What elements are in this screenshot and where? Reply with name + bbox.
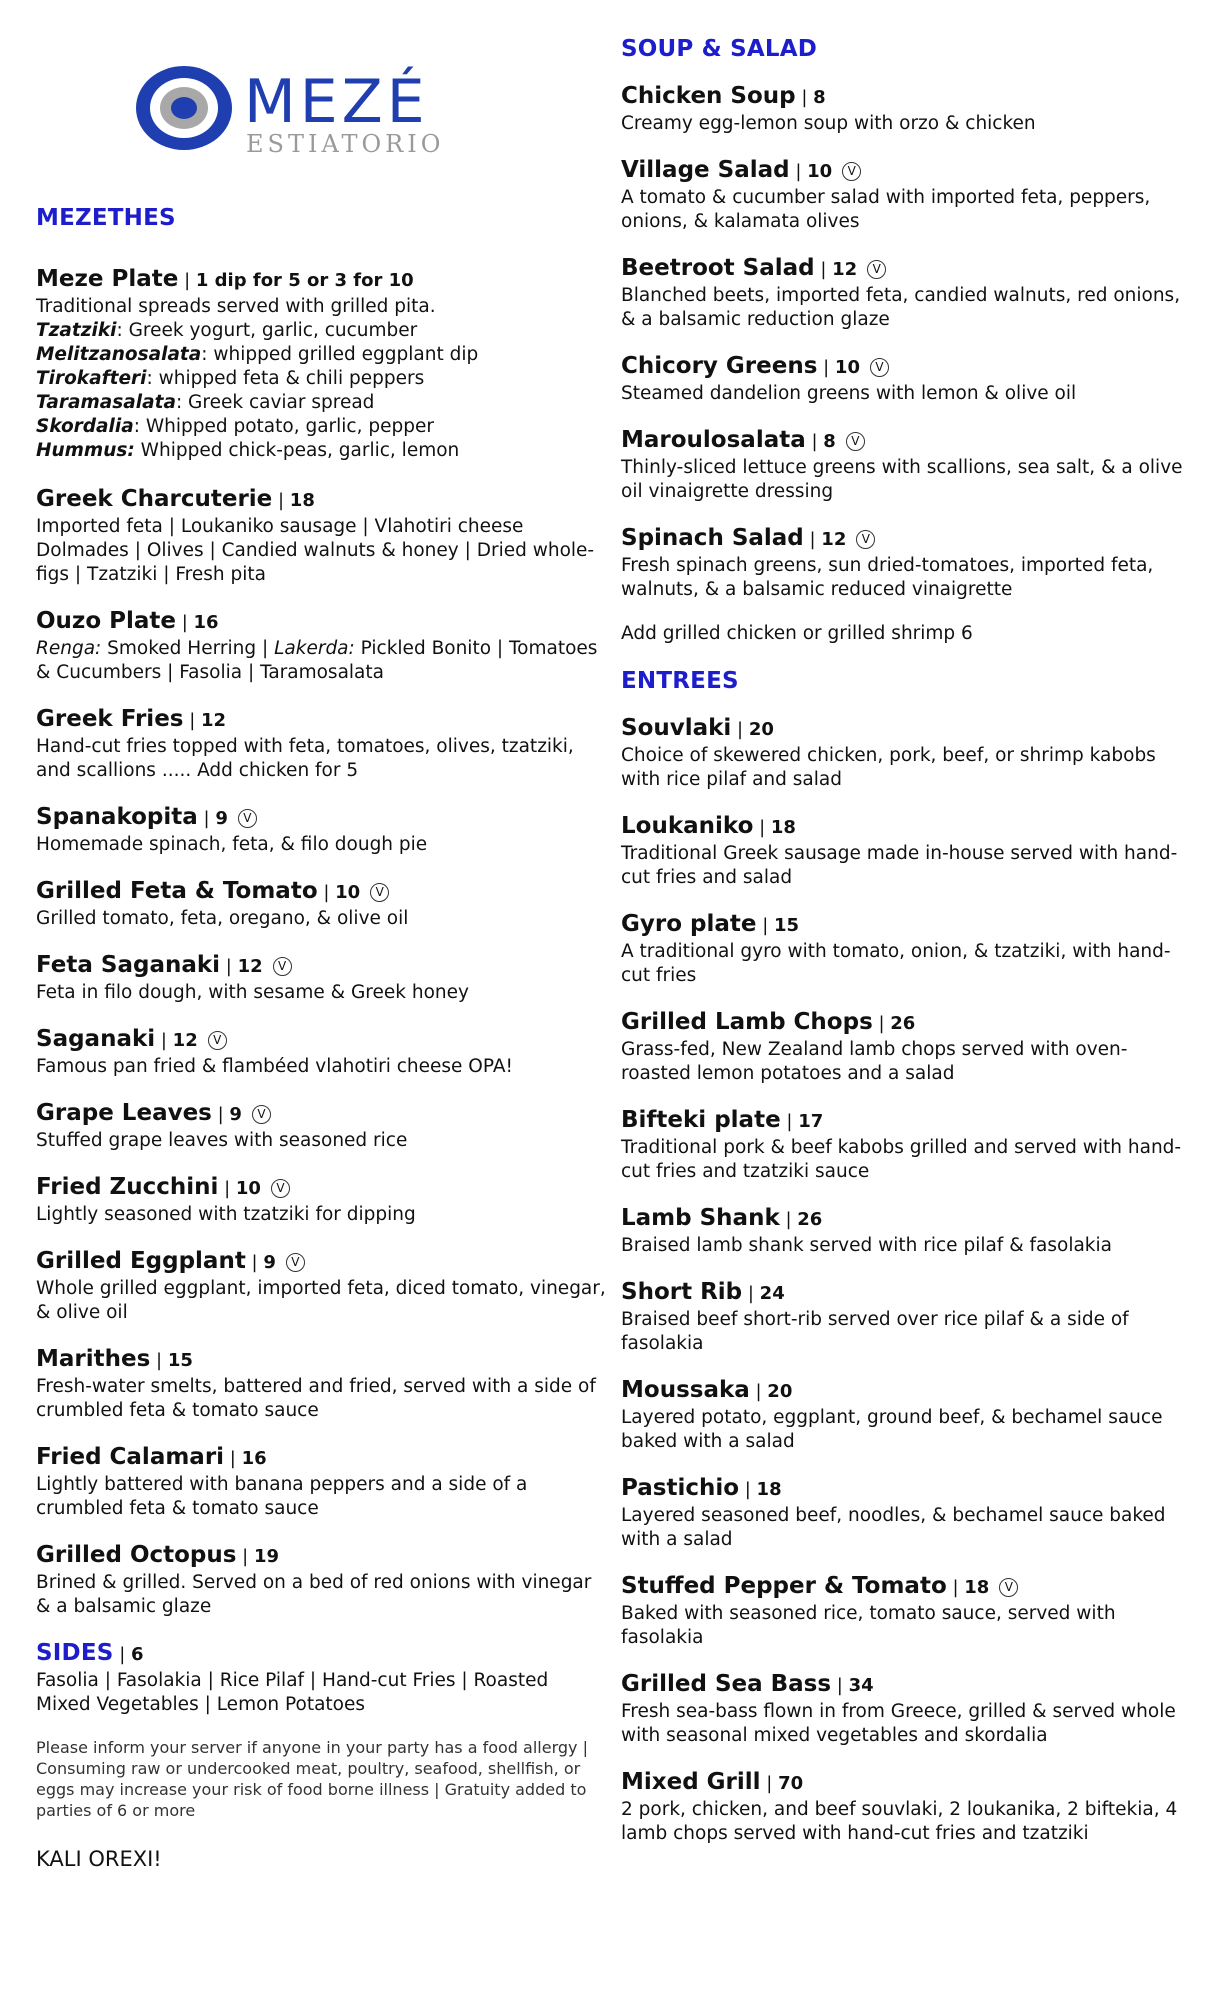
item-price: 9 — [229, 1104, 242, 1125]
item-name: Lamb Shank — [621, 1205, 780, 1231]
sides-section: SIDES | 6 Fasolia | Fasolakia | Rice Pilaf | Hand-cut Fries | Roasted Mixed Vegetables | Lemon Potatoes — [36, 1639, 606, 1717]
menu-item-grilled-octopus: Grilled Octopus | 19 Brined & grilled. Served on a bed of red onions with vinegar & a balsamic glaze — [36, 1541, 606, 1619]
menu-item-lamb-shank: Lamb Shank | 26 Braised lamb shank served with rice pilaf & fasolakia — [621, 1204, 1191, 1258]
logo — [132, 58, 472, 158]
dip-line: Hummus: Whipped chick-peas, garlic, lemon — [36, 440, 460, 461]
menu-item-souvlaki: Souvlaki | 20 Choice of skewered chicken, pork, beef, or shrimp kabobs with rice pilaf and salad — [621, 714, 1191, 792]
section-title-mezethes: MEZETHES — [36, 205, 176, 231]
vegetarian-icon: V — [286, 1253, 305, 1272]
item-name: Saganaki — [36, 1026, 156, 1052]
right-column — [621, 36, 1191, 1846]
vegetarian-icon: V — [870, 358, 889, 377]
item-price: 12 — [821, 529, 847, 550]
item-name: Grape Leaves — [36, 1100, 212, 1126]
item-price: 34 — [848, 1675, 874, 1696]
vegetarian-icon: V — [867, 260, 886, 279]
item-name: Beetroot Salad — [621, 255, 815, 281]
item-name: Fried Calamari — [36, 1444, 225, 1470]
item-desc: Creamy egg-lemon soup with orzo & chicken — [621, 113, 1036, 134]
item-price: 20 — [748, 719, 774, 740]
menu-item-pastichio: Pastichio | 18 Layered seasoned beef, noodles, & bechamel sauce baked with a salad — [621, 1474, 1191, 1552]
vegetarian-icon: V — [273, 957, 292, 976]
menu-item-ouzo-plate: Ouzo Plate | 16 Renga: Smoked Herring | Lakerda: Pickled Bonito | Tomatoes & Cucumbers | Fasolia | Taramosalata — [36, 607, 606, 685]
menu-item-grilled-sea-bass: Grilled Sea Bass | 34 Fresh sea-bass flown in from Greece, grilled & served whole with seasonal mixed vegetables and skordalia — [621, 1670, 1191, 1748]
item-name: Grilled Eggplant — [36, 1248, 246, 1274]
item-price: 70 — [778, 1773, 804, 1794]
dip-name: Tirokafteri — [36, 368, 147, 389]
item-name: Feta Saganaki — [36, 952, 221, 978]
item-price: 10 — [335, 882, 361, 903]
item-name: Chicken Soup — [621, 83, 796, 109]
item-desc: Traditional Greek sausage made in-house served with hand-cut fries and salad — [621, 843, 1178, 888]
item-desc: Layered potato, eggplant, ground beef, & bechamel sauce baked with a salad — [621, 1407, 1163, 1452]
item-name: Greek Fries — [36, 706, 184, 732]
item-desc: Hand-cut fries topped with feta, tomatoes, olives, tzatziki, and scallions ..... Add chicken for 5 — [36, 736, 574, 781]
item-name: Marithes — [36, 1346, 151, 1372]
left-column — [36, 205, 606, 1871]
item-price: 8 — [813, 87, 826, 108]
section-title-soup-salad: SOUP & SALAD — [621, 36, 818, 62]
item-name: Grilled Octopus — [36, 1542, 237, 1568]
item-price: 16 — [241, 1448, 267, 1469]
menu-item-moussaka: Moussaka | 20 Layered potato, eggplant, ground beef, & bechamel sauce baked with a salad — [621, 1376, 1191, 1454]
logo-title: MEZÉ — [244, 67, 429, 137]
item-price: 8 — [823, 431, 836, 452]
menu-item-loukaniko: Loukaniko | 18 Traditional Greek sausage made in-house served with hand-cut fries and salad — [621, 812, 1191, 890]
item-name: Moussaka — [621, 1377, 750, 1403]
dip-name: Hummus: — [36, 440, 135, 461]
item-name: Stuffed Pepper & Tomato — [621, 1573, 947, 1599]
item-name: Gyro plate — [621, 911, 757, 937]
item-desc: Lightly battered with banana peppers and a side of a crumbled feta & tomato sauce — [36, 1474, 528, 1519]
dip-line: Skordalia: Whipped potato, garlic, pepper — [36, 416, 434, 437]
dip-line: Tirokafteri: whipped feta & chili peppers — [36, 368, 425, 389]
item-desc: A tomato & cucumber salad with imported feta, peppers, onions, & kalamata olives — [621, 187, 1151, 232]
menu-item-spinach-salad: Spinach Salad | 12 V Fresh spinach greens, sun dried-tomatoes, imported feta, walnuts, & a balsamic reduced vinaigrette — [621, 524, 1191, 602]
item-name: Grilled Lamb Chops — [621, 1009, 873, 1035]
item-name: Spanakopita — [36, 804, 198, 830]
sides-price: 6 — [131, 1644, 144, 1665]
menu-item-fried-zucchini: Fried Zucchini | 10 V Lightly seasoned with tzatziki for dipping — [36, 1173, 606, 1227]
item-price: 18 — [770, 817, 796, 838]
item-desc: Thinly-sliced lettuce greens with scallions, sea salt, & a olive oil vinaigrette dressing — [621, 457, 1183, 502]
vegetarian-icon: V — [999, 1578, 1018, 1597]
item-price: 12 — [201, 710, 227, 731]
item-name: Grilled Sea Bass — [621, 1671, 832, 1697]
dip-name: Taramasalata — [36, 392, 176, 413]
item-desc: Famous pan fried & flambéed vlahotiri cheese OPA! — [36, 1056, 513, 1077]
item-name: Village Salad — [621, 157, 790, 183]
menu-item-short-rib: Short Rib | 24 Braised beef short-rib served over rice pilaf & a side of fasolakia — [621, 1278, 1191, 1356]
menu-item-grape-leaves: Grape Leaves | 9 V Stuffed grape leaves with seasoned rice — [36, 1099, 606, 1153]
menu-item-greek-fries: Greek Fries | 12 Hand-cut fries topped with feta, tomatoes, olives, tzatziki, and scallions ..... Add chicken for 5 — [36, 705, 606, 783]
vegetarian-icon: V — [208, 1031, 227, 1050]
item-desc: Baked with seasoned rice, tomato sauce, served with fasolakia — [621, 1603, 1116, 1648]
item-name: Grilled Feta & Tomato — [36, 878, 318, 904]
item-price: 20 — [767, 1381, 793, 1402]
menu-item-grilled-eggplant: Grilled Eggplant | 9 V Whole grilled eggplant, imported feta, diced tomato, vinegar, & olive oil — [36, 1248, 606, 1323]
menu-item-meze-plate: Meze Plate | 1 dip for 5 or 3 for 10 Traditional spreads served with grilled pita. Tzatziki: Greek yogurt, garlic, cucumber Melitzanosalata: whipped grilled eggplant dip Tirokafteri: whipped feta & chili peppers Taramasalata: Greek caviar spread Skordalia: Whipped potato, garlic, pepper Hummus: Whipped chick-peas, garlic, lemon — [36, 265, 606, 463]
item-desc: Brined & grilled. Served on a bed of red onions with vinegar & a balsamic glaze — [36, 1572, 592, 1617]
item-price: 10 — [235, 1178, 261, 1199]
item-name: Greek Charcuterie — [36, 486, 273, 512]
menu-item-bifteki-plate: Bifteki plate | 17 Traditional pork & beef kabobs grilled and served with hand-cut fries and tzatziki sauce — [621, 1106, 1191, 1184]
item-name: Souvlaki — [621, 715, 732, 741]
item-desc: Homemade spinach, feta, & filo dough pie — [36, 834, 428, 855]
item-price: 24 — [759, 1283, 785, 1304]
item-name: Pastichio — [621, 1475, 740, 1501]
item-price: 12 — [237, 956, 263, 977]
item-desc: Layered seasoned beef, noodles, & bechamel sauce baked with a salad — [621, 1505, 1166, 1550]
item-price: 15 — [774, 915, 800, 936]
item-name: Chicory Greens — [621, 353, 818, 379]
menu-item-chicken-soup: Chicken Soup | 8 Creamy egg-lemon soup with orzo & chicken — [621, 82, 1191, 136]
item-desc: Steamed dandelion greens with lemon & olive oil — [621, 383, 1077, 404]
item-desc: 2 pork, chicken, and beef souvlaki, 2 loukanika, 2 biftekia, 4 lamb chops served with hand-cut fries and tzatziki — [621, 1799, 1178, 1844]
vegetarian-icon: V — [370, 883, 389, 902]
item-desc: Choice of skewered chicken, pork, beef, or shrimp kabobs with rice pilaf and salad — [621, 745, 1156, 790]
item-desc: Stuffed grape leaves with seasoned rice — [36, 1130, 408, 1151]
menu-item-gyro-plate: Gyro plate | 15 A traditional gyro with tomato, onion, & tzatziki, with hand-cut fries — [621, 910, 1191, 988]
evil-eye-logo-icon — [132, 58, 472, 158]
item-price: 10 — [807, 161, 833, 182]
menu-item-stuffed-pepper-tomato: Stuffed Pepper & Tomato | 18 V Baked with seasoned rice, tomato sauce, served with fasolakia — [621, 1572, 1191, 1650]
menu-item-marithes: Marithes | 15 Fresh-water smelts, battered and fried, served with a side of crumbled feta & tomato sauce — [36, 1345, 606, 1423]
item-name: Short Rib — [621, 1279, 743, 1305]
menu-item-fried-calamari: Fried Calamari | 16 Lightly battered with banana peppers and a side of a crumbled feta & tomato sauce — [36, 1443, 606, 1521]
item-price: 18 — [756, 1479, 782, 1500]
dip-name: Melitzanosalata — [36, 344, 202, 365]
dip-name: Skordalia — [36, 416, 134, 437]
item-price: 15 — [167, 1350, 193, 1371]
item-desc: A traditional gyro with tomato, onion, & tzatziki, with hand-cut fries — [621, 941, 1171, 986]
item-price: 18 — [964, 1577, 990, 1598]
item-price: 12 — [832, 259, 858, 280]
item-desc: Imported feta | Loukaniko sausage | Vlahotiri cheese Dolmades | Olives | Candied walnuts & honey | Dried whole-figs | Tzatziki | Fresh pita — [36, 516, 595, 585]
vegetarian-icon: V — [842, 162, 861, 181]
item-desc: Blanched beets, imported feta, candied walnuts, red onions, & a balsamic reduction glaze — [621, 285, 1181, 330]
item-desc: Grilled tomato, feta, oregano, & olive oil — [36, 908, 409, 929]
item-price: 17 — [798, 1111, 824, 1132]
item-desc: Grass-fed, New Zealand lamb chops served with oven-roasted lemon potatoes and a salad — [621, 1039, 1128, 1084]
dip-line: Melitzanosalata: whipped grilled eggplant dip — [36, 344, 479, 365]
item-desc: Fresh spinach greens, sun dried-tomatoes, imported feta, walnuts, & a balsamic reduced vinaigrette — [621, 555, 1154, 600]
salad-addon: Add grilled chicken or grilled shrimp 6 — [621, 623, 973, 644]
item-price: 16 — [193, 612, 219, 633]
item-desc: Fresh sea-bass flown in from Greece, grilled & served whole with seasonal mixed vegetables and skordalia — [621, 1701, 1176, 1746]
item-desc: Braised beef short-rib served over rice pilaf & a side of fasolakia — [621, 1309, 1129, 1354]
vegetarian-icon: V — [846, 432, 865, 451]
menu-item-beetroot-salad: Beetroot Salad | 12 V Blanched beets, imported feta, candied walnuts, red onions, & a balsamic reduction glaze — [621, 254, 1191, 332]
item-price: 26 — [797, 1209, 823, 1230]
menu-item-feta-saganaki: Feta Saganaki | 12 V Feta in filo dough, with sesame & Greek honey — [36, 951, 606, 1005]
item-name: Bifteki plate — [621, 1107, 781, 1133]
item-price: 9 — [263, 1252, 276, 1273]
item-desc: Feta in filo dough, with sesame & Greek honey — [36, 982, 469, 1003]
item-price: 26 — [890, 1013, 916, 1034]
vegetarian-icon: V — [252, 1105, 271, 1124]
item-name: Mixed Grill — [621, 1769, 761, 1795]
menu-item-grilled-lamb-chops: Grilled Lamb Chops | 26 Grass-fed, New Zealand lamb chops served with oven-roasted lemon potatoes and a salad — [621, 1008, 1191, 1086]
section-title-sides: SIDES — [36, 1640, 114, 1666]
item-desc: Traditional pork & beef kabobs grilled and served with hand-cut fries and tzatziki sauce — [621, 1137, 1182, 1182]
dip-name: Tzatziki — [36, 320, 117, 341]
item-name: Loukaniko — [621, 813, 754, 839]
vegetarian-icon: V — [856, 530, 875, 549]
item-desc: Traditional spreads served with grilled pita. — [36, 296, 436, 317]
item-desc: Fresh-water smelts, battered and fried, served with a side of crumbled feta & tomato sauce — [36, 1376, 596, 1421]
item-price: 10 — [834, 357, 860, 378]
menu-item-grilled-feta-tomato: Grilled Feta & Tomato | 10 V Grilled tomato, feta, oregano, & olive oil — [36, 877, 606, 931]
logo-subtitle: ESTIATORIO — [246, 130, 445, 158]
closing-text: KALI OREXI! — [36, 1847, 162, 1871]
vegetarian-icon: V — [271, 1179, 290, 1198]
menu-item-spanakopita: Spanakopita | 9 V Homemade spinach, feta, & filo dough pie — [36, 803, 606, 857]
vegetarian-icon: V — [238, 809, 257, 828]
menu-item-saganaki: Saganaki | 12 V Famous pan fried & flambéed vlahotiri cheese OPA! — [36, 1025, 606, 1079]
dip-line: Taramasalata: Greek caviar spread — [36, 392, 375, 413]
item-name: Maroulosalata — [621, 427, 806, 453]
item-desc: Renga: Smoked Herring | Lakerda: Pickled Bonito | Tomatoes & Cucumbers | Fasolia | Taramosalata — [36, 638, 598, 683]
item-price: 9 — [215, 808, 228, 829]
menu-item-mixed-grill: Mixed Grill | 70 2 pork, chicken, and beef souvlaki, 2 loukanika, 2 biftekia, 4 lamb chops served with hand-cut fries and tzatziki — [621, 1768, 1191, 1846]
item-price: 1 dip for 5 or 3 for 10 — [195, 270, 414, 291]
item-name: Fried Zucchini — [36, 1174, 219, 1200]
item-desc: Braised lamb shank served with rice pilaf & fasolakia — [621, 1235, 1112, 1256]
item-desc: Lightly seasoned with tzatziki for dipping — [36, 1204, 416, 1225]
item-name: Ouzo Plate — [36, 608, 176, 634]
item-price: 18 — [289, 490, 315, 511]
item-price: 19 — [253, 1546, 280, 1567]
menu-item-village-salad: Village Salad | 10 V A tomato & cucumber salad with imported feta, peppers, onions, & kalamata olives — [621, 156, 1191, 234]
allergy-notice: Please inform your server if anyone in your party has a food allergy | Consuming raw or undercooked meat, poultry, seafood, shellfish, or eggs may increase your risk of food borne illness | Gratuity added to parties of 6 or more — [36, 1738, 588, 1820]
menu-item-greek-charcuterie: Greek Charcuterie | 18 Imported feta | Loukaniko sausage | Vlahotiri cheese Dolmades | Olives | Candied walnuts & honey | Dried whole-figs | Tzatziki | Fresh pita — [36, 485, 606, 587]
dip-line: Tzatziki: Greek yogurt, garlic, cucumber — [36, 320, 418, 341]
section-title-entrees: ENTREES — [621, 668, 739, 694]
item-name: Meze Plate — [36, 266, 179, 292]
item-name: Spinach Salad — [621, 525, 804, 551]
item-price: 12 — [172, 1030, 198, 1051]
menu-item-chicory-greens: Chicory Greens | 10 V Steamed dandelion greens with lemon & olive oil — [621, 352, 1191, 406]
menu-item-maroulosalata: Maroulosalata | 8 V Thinly-sliced lettuce greens with scallions, sea salt, & a olive oil vinaigrette dressing — [621, 426, 1191, 504]
sides-desc: Fasolia | Fasolakia | Rice Pilaf | Hand-cut Fries | Roasted Mixed Vegetables | Lemon Potatoes — [36, 1670, 549, 1715]
item-desc: Whole grilled eggplant, imported feta, diced tomato, vinegar, & olive oil — [36, 1278, 606, 1323]
